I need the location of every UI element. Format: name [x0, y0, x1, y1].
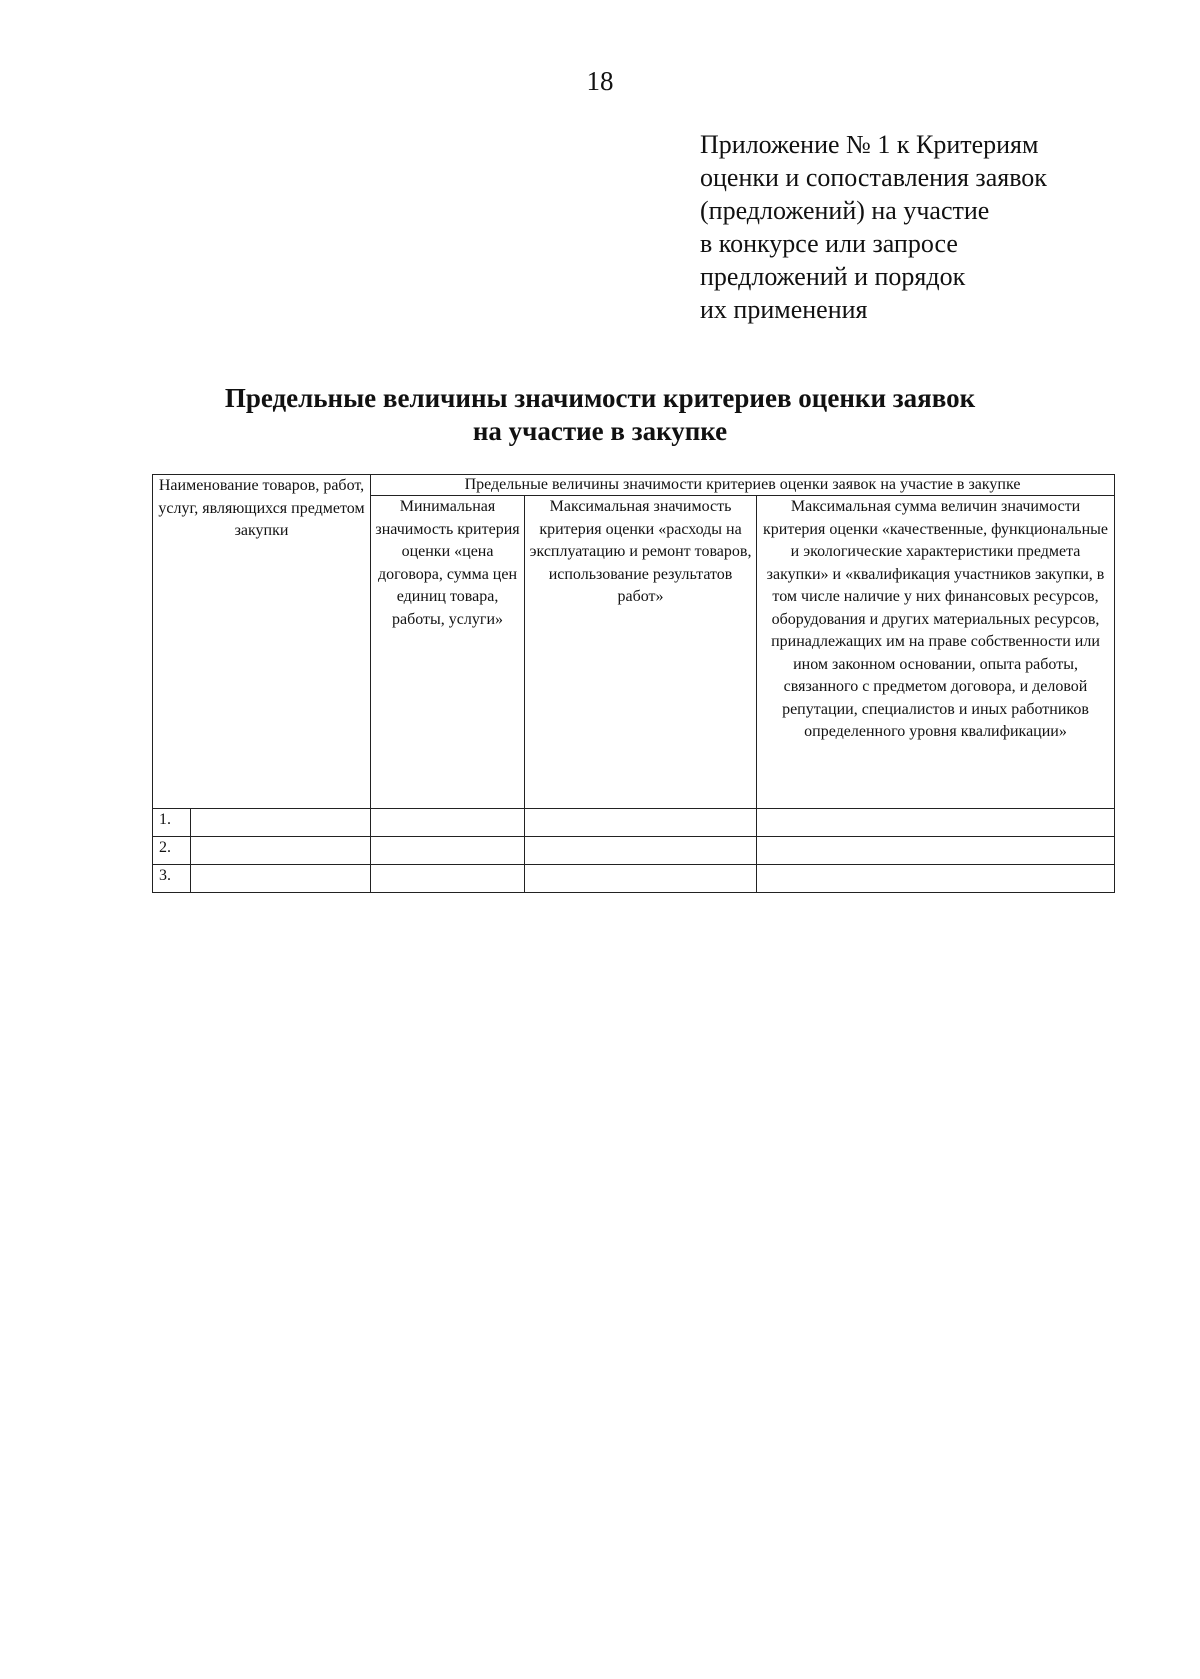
table-row [153, 837, 1115, 865]
header-group-limits: Предельные величины значимости критериев оценки заявок на участие в закупке [371, 475, 1115, 496]
row-number: 3. [153, 865, 191, 893]
cell-max-exp [525, 865, 757, 893]
header-item-name: Наименование товаров, работ, услуг, являющихся предметом закупки [153, 475, 371, 809]
cell-min [371, 865, 525, 893]
cell-max-sum [757, 865, 1115, 893]
header-max-expenses-weight: Максимальная значимость критерия оценки «расходы на эксплуатацию и ремонт товаров, использование результатов работ» [525, 496, 757, 809]
appendix-line: оценки и сопоставления заявок [700, 163, 1047, 192]
cell-max-exp [525, 809, 757, 837]
title-line: на участие в закупке [472, 416, 728, 446]
appendix-note [700, 128, 1140, 326]
appendix-line: предложений и порядок [700, 262, 966, 291]
appendix-line: в конкурсе или запросе [700, 229, 958, 258]
table-row [153, 865, 1115, 893]
row-number: 1. [153, 809, 191, 837]
row-number: 2. [153, 837, 191, 865]
header-min-price-weight: Минимальная значимость критерия оценки «цена договора, сумма цен единиц товара, работы, услуги» [371, 496, 525, 809]
cell-max-sum [757, 837, 1115, 865]
appendix-line: (предложений) на участие [700, 196, 990, 225]
cell-min [371, 837, 525, 865]
cell-max-exp [525, 837, 757, 865]
document-title [0, 382, 1200, 448]
cell-name [191, 837, 371, 865]
header-max-quality-qualification-weight: Максимальная сумма величин значимости критерия оценки «качественные, функциональные и экологические характеристики предмета закупки» и «квалификация участников закупки, в том числе наличие у них финансовых ресурсов, оборудования и других материальных ресурсов, принадлежащих им на праве собственности или ином законном основании, опыта работы, связанного с предметом договора, и деловой репутации, специалистов и иных работников определенного уровня квалификации» [757, 496, 1115, 809]
appendix-line: их применения [700, 295, 868, 324]
cell-min [371, 809, 525, 837]
cell-max-sum [757, 809, 1115, 837]
title-line: Предельные величины значимости критериев оценки заявок [224, 383, 976, 413]
cell-name [191, 809, 371, 837]
table-row [153, 809, 1115, 837]
criteria-table [152, 474, 1115, 893]
page-number: 18 [586, 66, 614, 96]
cell-name [191, 865, 371, 893]
appendix-line: Приложение № 1 к Критериям [700, 130, 1039, 159]
